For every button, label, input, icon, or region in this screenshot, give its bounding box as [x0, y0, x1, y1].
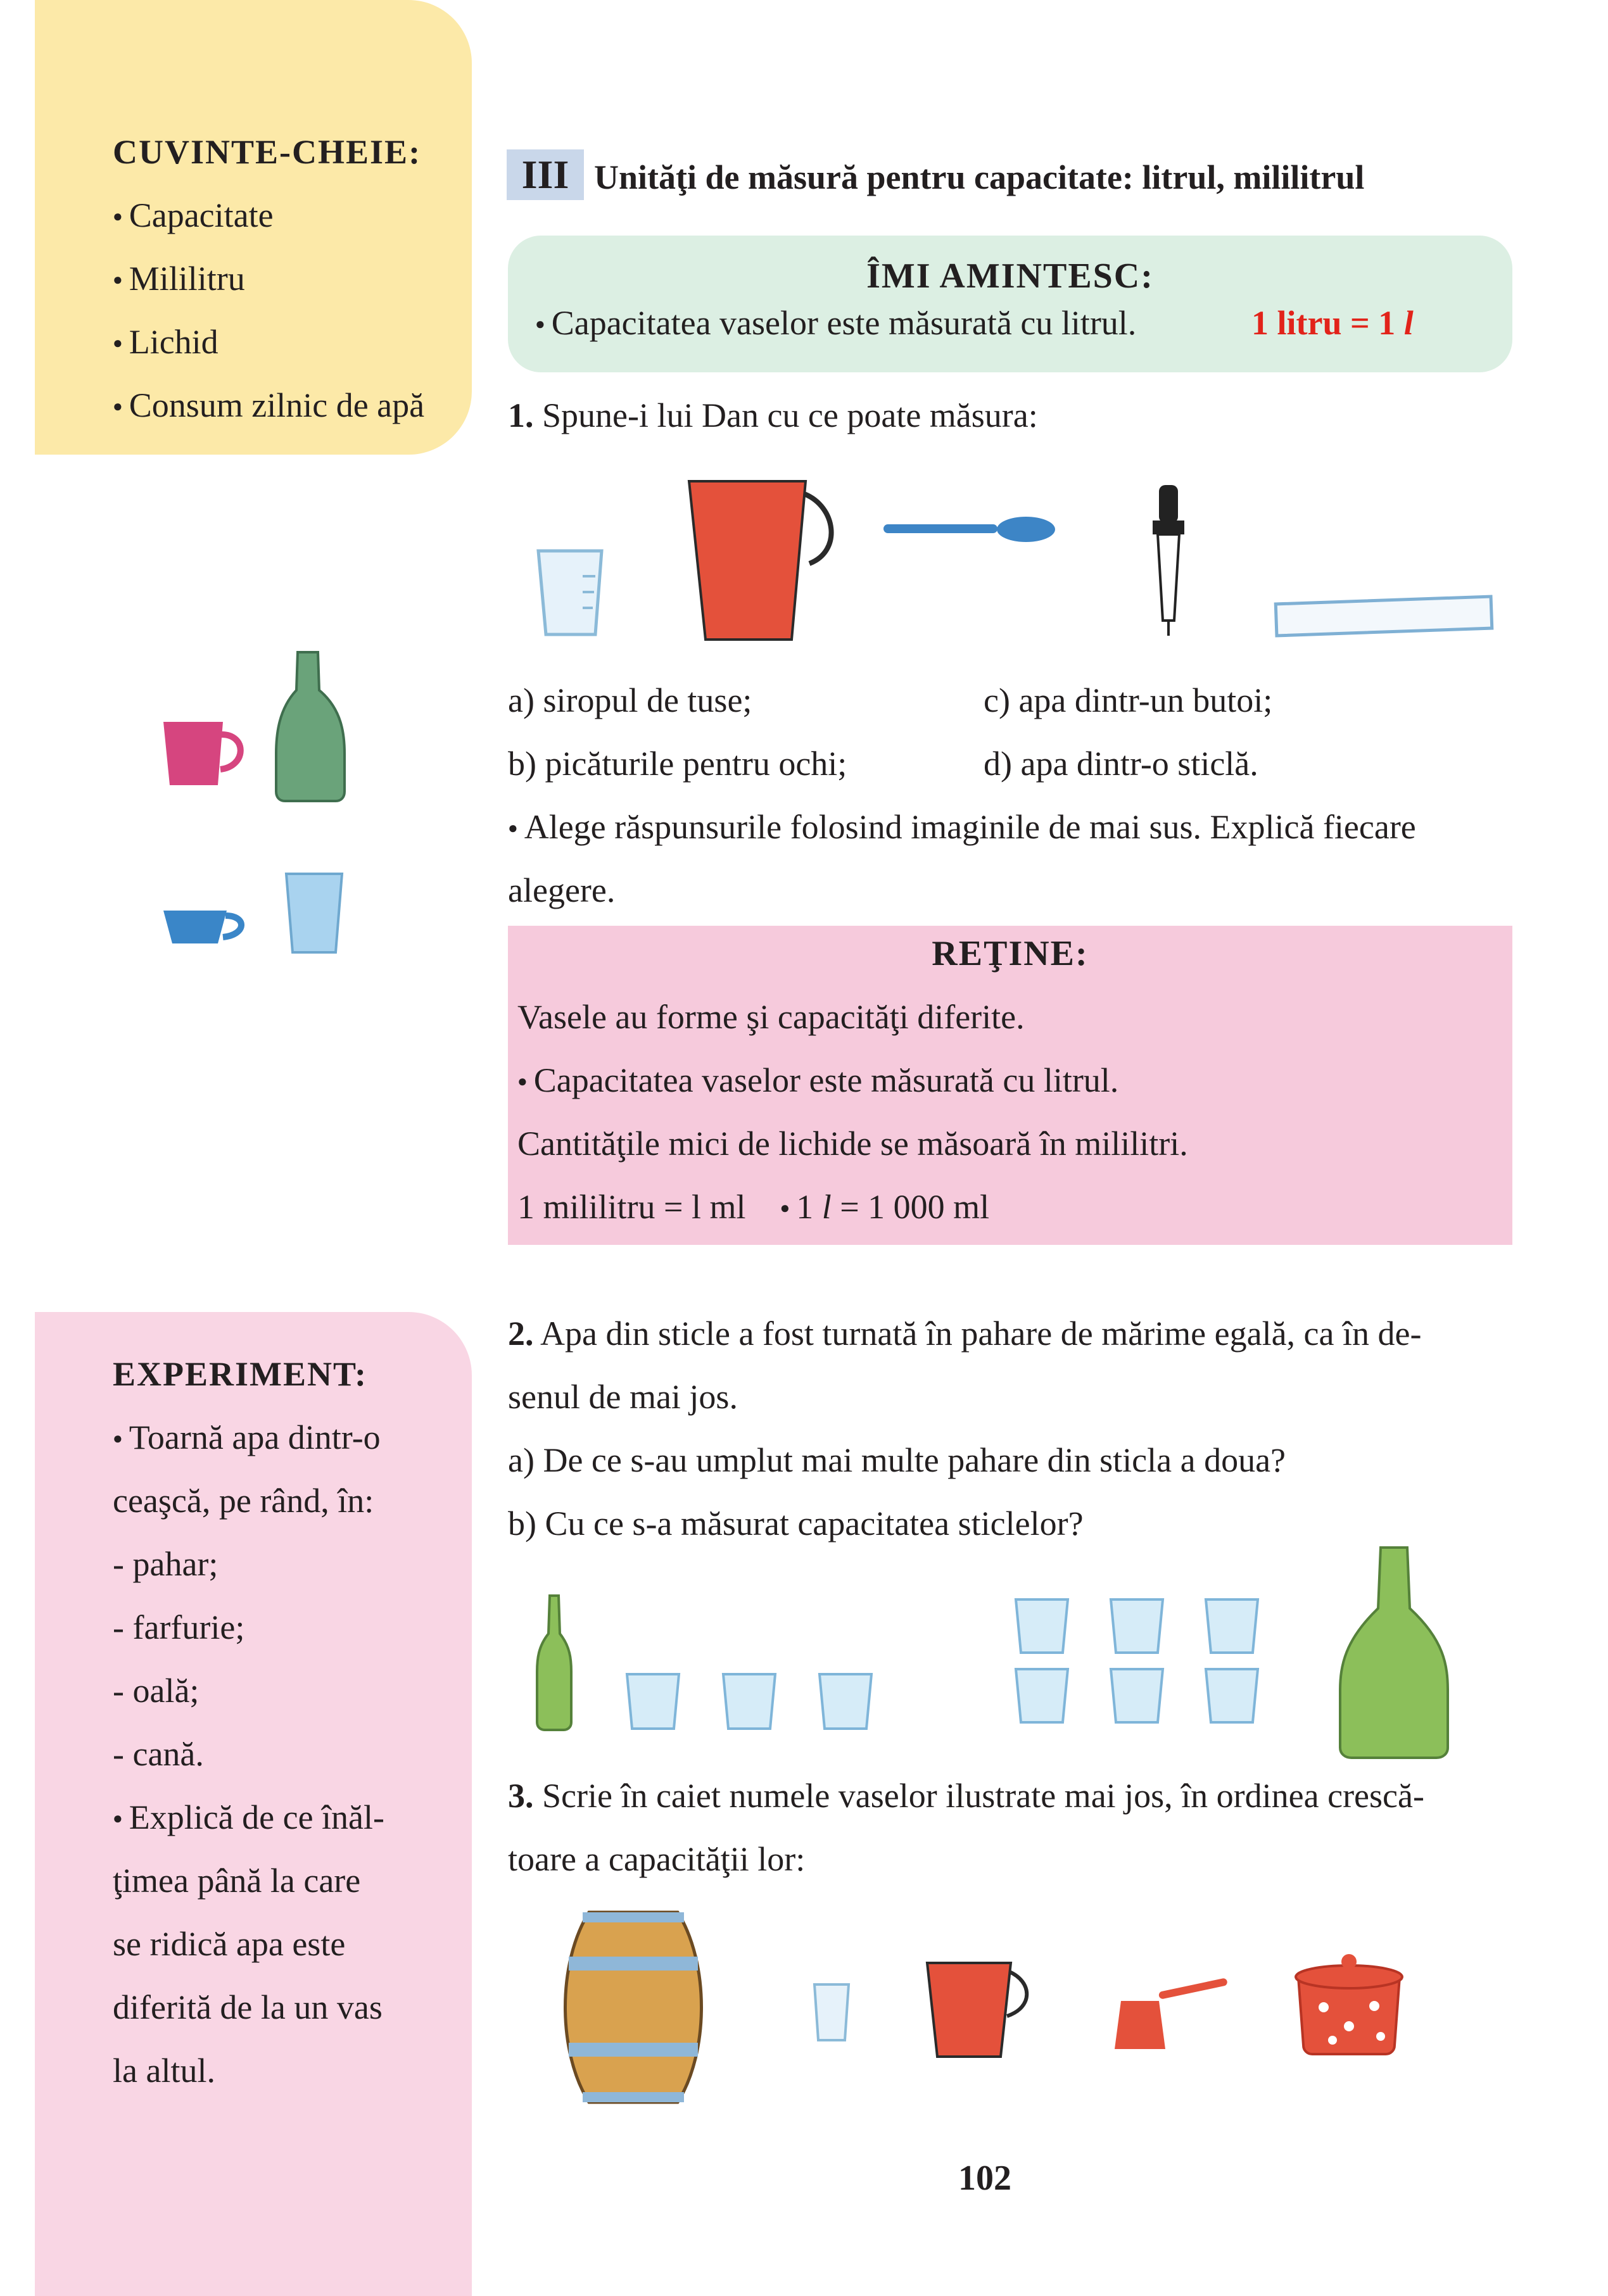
ex1-instruction-cont: alegere. — [508, 871, 616, 909]
exercise-2-text-cont: senul de mai jos. — [508, 1378, 738, 1416]
glass-icon — [1111, 1669, 1163, 1722]
experiment-line: ceaşcă, pe rând, în: — [113, 1482, 374, 1520]
exercise-3-text-cont: toare a capacităţii lor: — [508, 1840, 806, 1878]
experiment-line: ● Explică de ce înăl- — [113, 1786, 384, 1853]
experiment-line: - cană. — [113, 1735, 204, 1773]
retine-line: Cantităţile mici de lichide se măsoară în mililitri. — [517, 1125, 1188, 1163]
experiment-title: EXPERIMENT: — [113, 1355, 368, 1393]
vessels-row-illustration — [564, 1900, 1450, 2115]
small-glass-icon — [814, 1984, 849, 2040]
ex1-instruction: ● Alege răspunsurile folosind imaginile de mai sus. Explică fiecare — [508, 795, 1416, 862]
ruler-icon — [1276, 596, 1492, 636]
option-d: d) apa dintr-o sticlă. — [984, 745, 1258, 783]
option-a: a) siropul de tuse; — [508, 681, 752, 719]
remember-fact: ● Capacitatea vaselor este măsurată cu litrul. — [535, 291, 1136, 358]
section-number: III — [507, 149, 584, 200]
experiment-line: diferită de la un vas — [113, 1988, 383, 2026]
glass-icon — [1016, 1669, 1068, 1722]
small-bottle-icon — [537, 1596, 571, 1730]
exercise-2-text: 2. Apa din sticle a fost turnată în pahare de mărime egală, ca în de- — [508, 1315, 1422, 1353]
retine-line: ● Capacitatea vaselor este măsurată cu litrul. — [517, 1049, 1118, 1116]
exercise-2-question-b: b) Cu ce s-a măsurat capacitatea sticlelor? — [508, 1504, 1084, 1542]
exercise-2-question-a: a) De ce s-au umplut mai multe pahare din sticla a doua? — [508, 1441, 1286, 1479]
large-bottle-icon — [1340, 1548, 1448, 1758]
coffee-pot-icon — [1115, 1977, 1228, 2049]
pink-cup-icon — [163, 722, 241, 785]
retine-line: Vasele au forme şi capacităţi diferite. — [517, 998, 1025, 1036]
retine-formula: 1 mililitru = l ml ● 1 l = 1 000 ml — [517, 1175, 989, 1242]
dropper-icon — [1153, 485, 1184, 636]
blue-glass-icon — [286, 874, 342, 952]
option-c: c) apa dintr-un butoi; — [984, 681, 1273, 719]
measuring-tools-illustration — [532, 469, 1507, 659]
keyword-item: ● Mililitru — [113, 247, 245, 314]
glass-icon — [1016, 1599, 1068, 1653]
experiment-line: ţimea până la care — [113, 1862, 361, 1900]
experiment-line: se ridică apa este — [113, 1925, 346, 1963]
exercise-1-prompt: 1. Spune-i lui Dan cu ce poate măsura: — [508, 396, 1038, 434]
section-title: Unităţi de măsură pentru capacitate: litrul, mililitrul — [594, 158, 1365, 196]
glass-icon — [820, 1674, 871, 1729]
remember-title: ÎMI AMINTESC: — [866, 256, 1154, 296]
glass-icon — [1206, 1599, 1258, 1653]
experiment-line: - farfurie; — [113, 1608, 245, 1646]
experiment-line: la altul. — [113, 2052, 215, 2090]
cooking-pot-icon — [1296, 1954, 1402, 2054]
glass-icon — [1111, 1599, 1163, 1653]
keyword-item: ● Consum zilnic de apă — [113, 374, 424, 441]
glass-icon — [1206, 1669, 1258, 1722]
glass-icon — [627, 1674, 679, 1729]
vessels-illustration — [152, 640, 380, 969]
retine-title: REŢINE: — [932, 934, 1089, 973]
green-bottle-icon — [276, 652, 345, 801]
keywords-title: CUVINTE-CHEIE: — [113, 133, 422, 171]
blue-cup-icon — [163, 911, 241, 943]
bucket-icon — [689, 481, 832, 640]
bottles-glasses-illustration — [532, 1545, 1469, 1760]
glass-icon — [723, 1674, 775, 1729]
keyword-item: ● Lichid — [113, 310, 218, 377]
bucket-icon — [927, 1963, 1027, 2057]
remember-formula: 1 litru = 1 l — [1251, 304, 1414, 342]
experiment-line: ● Toarnă apa dintr-o — [113, 1406, 381, 1473]
page-number: 102 — [958, 2159, 1011, 2198]
exercise-3-text: 3. Scrie în caiet numele vaselor ilustrate mai jos, în ordinea crescă- — [508, 1777, 1424, 1815]
option-b: b) picăturile pentru ochi; — [508, 745, 847, 783]
experiment-line: - pahar; — [113, 1545, 218, 1583]
barrel-icon — [566, 1912, 702, 2102]
spoon-icon — [883, 517, 1055, 542]
experiment-line: - oală; — [113, 1672, 199, 1710]
measuring-cup-icon — [538, 551, 602, 634]
keyword-item: ● Capacitate — [113, 184, 274, 251]
